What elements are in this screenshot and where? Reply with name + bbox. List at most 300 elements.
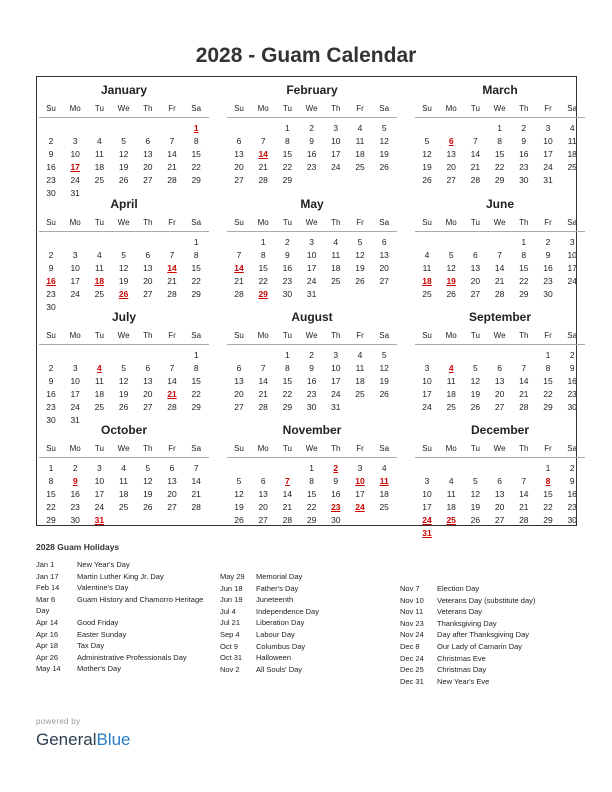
day-cell: 28 <box>282 515 293 525</box>
weekday-label: Sa <box>567 331 578 340</box>
holiday-name: Martin Luther King Jr. Day <box>77 571 164 581</box>
holiday-name: Liberation Day <box>256 618 305 628</box>
weekday-label: We <box>117 331 130 340</box>
day-cell: 16 <box>46 389 56 399</box>
month-name: January <box>100 83 148 97</box>
day-cell: 22 <box>494 162 505 172</box>
day-cell: 15 <box>543 376 553 386</box>
holiday-name: Veterans Day <box>437 607 483 617</box>
weekday-label: Tu <box>470 104 480 113</box>
day-cell: 17 <box>306 263 317 273</box>
weekday-label: Mo <box>445 331 457 340</box>
weekday-label: Mo <box>69 104 81 113</box>
holiday-name: Guam History and Chamorro Heritage <box>77 594 204 604</box>
day-cell: 7 <box>169 136 175 146</box>
holiday-date: Apr 16 <box>36 629 59 639</box>
day-cell: 27 <box>494 515 505 525</box>
day-cell: 29 <box>543 515 553 525</box>
weekday-label: Su <box>46 444 56 453</box>
day-cell: 27 <box>446 175 456 185</box>
day-cell: 26 <box>143 502 153 512</box>
day-cell: 20 <box>143 276 153 286</box>
day-cell: 11 <box>446 376 456 386</box>
day-cell: 12 <box>470 489 481 499</box>
weekday-label: Su <box>422 331 432 340</box>
day-cell: 13 <box>234 149 244 159</box>
day-cell: 11 <box>94 376 104 386</box>
day-cell: 8 <box>193 363 199 373</box>
day-cell: 11 <box>331 250 341 260</box>
day-cell: 28 <box>258 175 268 185</box>
holiday-name: Easter Sunday <box>77 629 127 639</box>
holiday-name: Memorial Day <box>256 572 303 581</box>
day-cell: 7 <box>521 476 527 486</box>
weekday-label: Su <box>234 104 244 113</box>
weekday-label: Tu <box>282 331 292 340</box>
day-cell: 9 <box>48 263 54 273</box>
day-cell: 7 <box>169 363 175 373</box>
holiday-day-cell: 14 <box>167 263 177 273</box>
weekday-header <box>227 216 397 232</box>
weekday-label: Th <box>519 218 529 227</box>
day-cell: 1 <box>497 123 502 133</box>
day-cell: 14 <box>258 376 268 386</box>
day-cell: 9 <box>333 476 339 486</box>
weekday-label: Th <box>143 331 153 340</box>
day-cell: 3 <box>357 463 363 473</box>
day-cell: 17 <box>422 502 432 512</box>
holiday-date: Nov 11 <box>400 607 424 617</box>
weekday-label: Fr <box>544 104 552 113</box>
day-cell: 4 <box>121 463 126 473</box>
day-cell: 25 <box>422 289 432 299</box>
day-cell: 13 <box>494 489 505 499</box>
day-cell: 1 <box>260 237 266 247</box>
day-cell: 30 <box>519 175 529 185</box>
day-cell: 13 <box>379 250 389 260</box>
holiday-day-cell: 4 <box>448 363 454 373</box>
day-cell: 15 <box>282 376 293 386</box>
day-cell: 16 <box>567 376 577 386</box>
day-cell: 17 <box>331 376 341 386</box>
day-cell: 26 <box>118 402 129 412</box>
day-cell: 21 <box>258 162 268 172</box>
month-february <box>227 82 397 194</box>
day-cell: 15 <box>258 263 268 273</box>
day-cell: 17 <box>70 389 80 399</box>
day-cell: 4 <box>448 476 454 486</box>
day-cell: 20 <box>234 389 244 399</box>
holiday-date: May 29 <box>220 572 245 581</box>
day-cell: 3 <box>424 363 430 373</box>
day-cell: 16 <box>567 489 577 499</box>
day-cell: 18 <box>118 489 129 499</box>
day-cell: 31 <box>543 175 553 185</box>
holiday-name: Election Day <box>437 584 480 593</box>
weekday-label: Fr <box>356 331 364 340</box>
day-cell: 26 <box>118 175 129 185</box>
weekday-label: We <box>117 444 130 453</box>
weekday-label: We <box>117 104 130 113</box>
day-cell: 10 <box>306 250 317 260</box>
holiday-date: Apr 26 <box>36 652 59 662</box>
day-cell: 6 <box>145 250 151 260</box>
day-cell: 11 <box>422 263 432 273</box>
day-cell: 23 <box>46 402 56 412</box>
holiday-day-cell: 19 <box>446 276 456 286</box>
day-cell: 21 <box>494 276 505 286</box>
day-cell: 10 <box>70 376 80 386</box>
day-cell: 26 <box>470 515 481 525</box>
day-cell: 15 <box>494 149 505 159</box>
weekday-header <box>415 329 585 345</box>
day-cell: 27 <box>167 502 177 512</box>
day-cell: 17 <box>422 389 432 399</box>
day-cell: 2 <box>72 463 78 473</box>
weekday-label: We <box>117 218 130 227</box>
day-cell: 9 <box>545 250 551 260</box>
weekday-label: Mo <box>445 104 457 113</box>
weekday-label: Sa <box>379 331 390 340</box>
month-name: October <box>100 423 147 437</box>
day-cell: 4 <box>424 250 430 260</box>
weekday-header <box>415 216 585 232</box>
holiday-date: Nov 10 <box>400 595 424 605</box>
holiday-name: Administrative Professionals Day <box>77 652 187 662</box>
day-cell: 22 <box>519 276 529 286</box>
day-cell: 19 <box>379 149 389 159</box>
day-cell: 30 <box>306 402 317 412</box>
day-cell: 12 <box>446 263 456 273</box>
day-cell: 22 <box>191 389 201 399</box>
day-cell: 27 <box>143 289 153 299</box>
day-cell: 10 <box>331 136 341 146</box>
day-cell: 8 <box>521 250 527 260</box>
day-cell: 15 <box>191 376 201 386</box>
day-cell: 9 <box>309 363 314 373</box>
day-cell: 30 <box>567 515 577 525</box>
weekday-label: Fr <box>168 331 176 340</box>
weekday-label: Th <box>331 444 341 453</box>
brand-general: General <box>36 730 97 749</box>
day-cell: 13 <box>494 376 505 386</box>
day-cell: 3 <box>424 476 430 486</box>
day-cell: 30 <box>46 415 56 425</box>
day-cell: 4 <box>381 463 387 473</box>
day-cell: 16 <box>331 489 341 499</box>
day-cell: 17 <box>543 149 553 159</box>
day-cell: 21 <box>470 162 481 172</box>
holiday-date: Oct 9 <box>220 641 238 651</box>
day-cell: 20 <box>494 502 505 512</box>
month-may <box>227 196 397 308</box>
weekday-label: Fr <box>168 104 176 113</box>
holiday-day-cell: 6 <box>448 136 454 146</box>
weekday-label: We <box>493 331 506 340</box>
day-cell: 16 <box>543 263 553 273</box>
day-cell: 11 <box>94 149 104 159</box>
day-cell: 22 <box>282 389 293 399</box>
day-cell: 31 <box>70 415 80 425</box>
holiday-date: Dec 31 <box>400 676 424 686</box>
day-cell: 26 <box>470 402 481 412</box>
day-cell: 25 <box>118 502 129 512</box>
day-cell: 12 <box>118 263 129 273</box>
day-cell: 6 <box>497 476 502 486</box>
day-cell: 14 <box>167 149 177 159</box>
day-cell: 18 <box>94 389 105 399</box>
holiday-day-cell: 24 <box>422 515 432 525</box>
brand-blue: Blue <box>96 730 131 749</box>
day-cell: 24 <box>94 502 105 512</box>
weekday-label: Tu <box>470 444 480 453</box>
weekday-label: Th <box>519 104 529 113</box>
day-cell: 3 <box>545 123 551 133</box>
weekday-header <box>39 102 209 118</box>
day-cell: 3 <box>333 123 339 133</box>
day-cell: 29 <box>519 289 529 299</box>
day-cell: 8 <box>193 250 199 260</box>
day-cell: 28 <box>519 515 529 525</box>
day-cell: 26 <box>234 515 244 525</box>
day-cell: 2 <box>309 350 314 360</box>
day-cell: 6 <box>260 476 266 486</box>
weekday-label: Su <box>234 444 244 453</box>
holiday-name: Mother's Day <box>77 664 121 674</box>
holiday-day-cell: 21 <box>167 389 177 399</box>
weekday-label: Mo <box>257 218 269 227</box>
day-cell: 31 <box>70 188 80 198</box>
day-cell: 17 <box>331 149 341 159</box>
weekday-header <box>227 102 397 118</box>
day-cell: 24 <box>70 402 80 412</box>
day-cell: 5 <box>381 350 387 360</box>
day-cell: 11 <box>567 136 577 146</box>
day-cell: 31 <box>331 402 341 412</box>
holiday-name: Tax Day <box>77 641 105 651</box>
weekday-label: Fr <box>544 218 552 227</box>
day-cell: 24 <box>422 402 432 412</box>
day-cell: 11 <box>355 363 365 373</box>
holiday-day-cell: 24 <box>355 502 365 512</box>
day-cell: 8 <box>285 136 290 146</box>
day-cell: 1 <box>193 350 199 360</box>
day-cell: 20 <box>167 489 177 499</box>
holiday-day-cell: 10 <box>355 476 365 486</box>
holiday-day-cell: 31 <box>94 515 105 525</box>
holiday-name: Columbus Day <box>256 641 306 651</box>
day-cell: 13 <box>143 263 153 273</box>
holiday-date: Jul 21 <box>220 618 241 628</box>
holiday-date: Nov 23 <box>400 618 424 628</box>
month-september <box>415 309 585 421</box>
holiday-name: Good Friday <box>77 618 119 627</box>
day-cell: 1 <box>193 237 199 247</box>
day-cell: 18 <box>94 162 105 172</box>
day-cell: 30 <box>331 515 341 525</box>
holiday-date: Dec 8 <box>400 642 420 651</box>
weekday-label: Fr <box>544 444 552 453</box>
day-cell: 21 <box>519 389 529 399</box>
holiday-name: Day <box>36 606 50 616</box>
weekday-header <box>39 329 209 345</box>
day-cell: 10 <box>94 476 105 486</box>
weekday-label: Sa <box>191 104 202 113</box>
day-cell: 9 <box>521 136 527 146</box>
day-cell: 5 <box>448 250 454 260</box>
holiday-name: Our Lady of Camarin Day <box>437 642 523 651</box>
holiday-date: Apr 14 <box>36 618 59 627</box>
day-cell: 25 <box>331 276 341 286</box>
day-cell: 14 <box>191 476 201 486</box>
day-cell: 25 <box>94 175 105 185</box>
day-cell: 12 <box>379 136 389 146</box>
holiday-name: Labour Day <box>256 630 295 639</box>
month-name: September <box>468 310 532 324</box>
weekday-label: Th <box>143 104 153 113</box>
day-cell: 14 <box>494 263 505 273</box>
day-cell: 20 <box>494 389 505 399</box>
weekday-label: Sa <box>191 331 202 340</box>
weekday-label: Sa <box>567 104 578 113</box>
holiday-name: Juneteenth <box>256 595 294 605</box>
day-cell: 16 <box>70 489 80 499</box>
day-cell: 6 <box>169 463 175 473</box>
generalblue-logo[interactable] <box>36 730 131 750</box>
holiday-date: Dec 25 <box>400 665 424 675</box>
day-cell: 7 <box>521 363 527 373</box>
holiday-day-cell: 7 <box>285 476 290 486</box>
day-cell: 4 <box>333 237 339 247</box>
weekday-label: We <box>305 444 318 453</box>
day-cell: 2 <box>545 237 551 247</box>
weekday-label: Tu <box>282 444 292 453</box>
day-cell: 4 <box>97 250 102 260</box>
holiday-name: Halloween <box>256 653 292 663</box>
day-cell: 30 <box>567 402 577 412</box>
day-cell: 27 <box>258 515 268 525</box>
day-cell: 9 <box>309 136 314 146</box>
holiday-day-cell: 23 <box>331 502 341 512</box>
day-cell: 27 <box>143 402 153 412</box>
day-cell: 7 <box>497 250 502 260</box>
day-cell: 21 <box>167 276 177 286</box>
weekday-label: Su <box>422 104 432 113</box>
weekday-label: Fr <box>356 104 364 113</box>
holiday-day-cell: 1 <box>193 123 199 133</box>
month-april <box>39 196 209 312</box>
day-cell: 5 <box>381 123 387 133</box>
day-cell: 18 <box>331 263 341 273</box>
month-name: November <box>282 423 342 437</box>
weekday-label: Fr <box>544 331 552 340</box>
holiday-date: Apr 18 <box>36 641 59 651</box>
month-june <box>415 196 585 308</box>
holiday-date: Sep 4 <box>220 630 240 639</box>
day-cell: 8 <box>48 476 54 486</box>
holiday-name: Father's Day <box>256 583 299 593</box>
holiday-name: Veterans Day (substitute day) <box>437 595 536 605</box>
holiday-name: Valentine's Day <box>77 583 129 593</box>
month-november <box>227 422 397 534</box>
day-cell: 30 <box>282 289 293 299</box>
weekday-label: Th <box>143 444 153 453</box>
holiday-day-cell: 31 <box>422 528 432 538</box>
day-cell: 10 <box>422 376 432 386</box>
weekday-label: Tu <box>470 218 480 227</box>
day-cell: 7 <box>236 250 242 260</box>
day-cell: 21 <box>234 276 244 286</box>
holiday-day-cell: 9 <box>72 476 78 486</box>
day-cell: 23 <box>519 162 529 172</box>
day-cell: 1 <box>521 237 527 247</box>
day-cell: 21 <box>282 502 293 512</box>
day-cell: 10 <box>543 136 553 146</box>
holiday-day-cell: 18 <box>422 276 432 286</box>
weekday-label: Mo <box>257 104 269 113</box>
weekday-label: Th <box>519 331 529 340</box>
day-cell: 2 <box>48 136 54 146</box>
day-cell: 23 <box>282 276 293 286</box>
day-cell: 29 <box>191 175 201 185</box>
day-cell: 8 <box>497 136 502 146</box>
day-cell: 22 <box>306 502 317 512</box>
day-cell: 26 <box>379 389 389 399</box>
day-cell: 6 <box>236 136 242 146</box>
weekday-label: Mo <box>69 218 81 227</box>
day-cell: 2 <box>309 123 314 133</box>
weekday-label: Su <box>422 444 432 453</box>
day-cell: 23 <box>306 162 317 172</box>
day-cell: 16 <box>282 263 293 273</box>
day-cell: 6 <box>497 363 502 373</box>
month-october <box>39 422 209 534</box>
day-cell: 23 <box>567 502 577 512</box>
day-cell: 11 <box>119 476 128 486</box>
day-cell: 25 <box>446 402 456 412</box>
holiday-date: Mar 6 <box>36 594 56 604</box>
holiday-day-cell: 14 <box>234 263 244 273</box>
day-cell: 18 <box>355 376 365 386</box>
day-cell: 3 <box>72 136 78 146</box>
weekday-label: Mo <box>445 444 457 453</box>
weekday-label: Sa <box>567 218 578 227</box>
day-cell: 20 <box>143 162 153 172</box>
day-cell: 19 <box>470 502 481 512</box>
holiday-date: Jan 17 <box>36 571 59 581</box>
day-cell: 23 <box>543 276 553 286</box>
holiday-day-cell: 16 <box>46 276 56 286</box>
holiday-name: All Souls' Day <box>256 664 303 674</box>
day-cell: 16 <box>306 376 317 386</box>
day-cell: 10 <box>567 250 577 260</box>
day-cell: 19 <box>422 162 432 172</box>
day-cell: 26 <box>446 289 456 299</box>
day-cell: 22 <box>191 162 201 172</box>
day-cell: 16 <box>306 149 317 159</box>
day-cell: 19 <box>379 376 389 386</box>
day-cell: 18 <box>446 389 456 399</box>
day-cell: 29 <box>543 402 553 412</box>
day-cell: 28 <box>494 289 505 299</box>
weekday-label: Th <box>519 444 529 453</box>
day-cell: 28 <box>167 402 177 412</box>
weekday-label: We <box>493 218 506 227</box>
day-cell: 21 <box>167 162 177 172</box>
holiday-date: Jun 19 <box>220 595 243 605</box>
day-cell: 29 <box>306 515 317 525</box>
weekday-label: Mo <box>69 444 81 453</box>
